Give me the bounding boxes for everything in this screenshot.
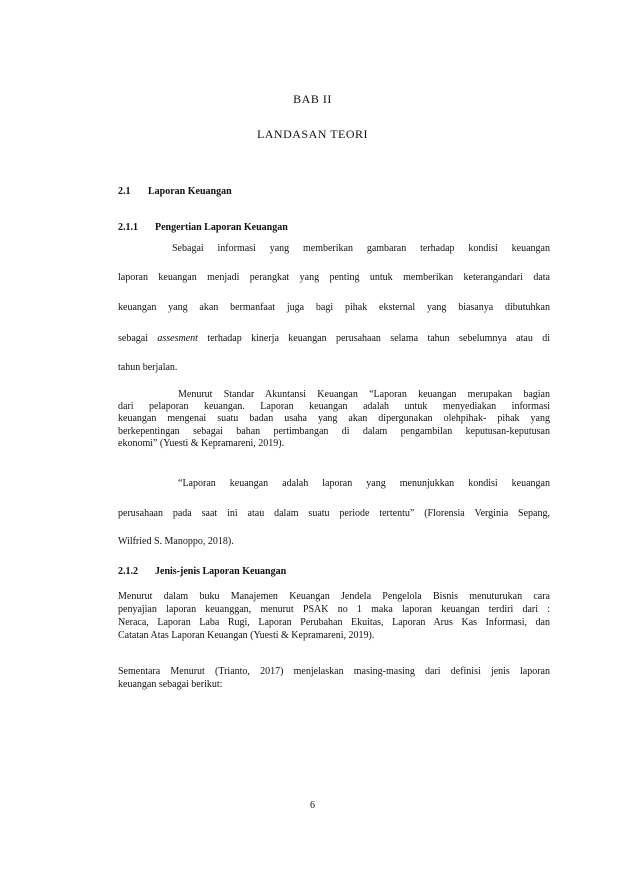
section-number: 2.1.1 — [118, 222, 138, 233]
section-title: Laporan Keuangan — [148, 186, 232, 197]
paragraph-line: keuangan sebagai berikut: — [118, 679, 223, 690]
paragraph-line: Neraca, Laporan Laba Rugi, Laporan Perubahan Ekuitas, Laporan Arus Kas Informasi, dan — [118, 617, 550, 628]
text: terhadap kinerja keuangan perusahaan selama tahun sebelumnya atau di — [197, 333, 550, 344]
paragraph-line: berkepentingan sebagai bahan pertimbangan di dalam pengambilan keputusan-keputusan — [118, 426, 550, 437]
paragraph-line: tahun berjalan. — [118, 362, 178, 373]
chapter-label: BAB II — [293, 92, 332, 106]
chapter-title: LANDASAN TEORI — [256, 127, 369, 141]
paragraph-line: perusahaan pada saat ini atau dalam suatu periode tertentu” (Florensia Verginia Sepang, — [118, 508, 550, 519]
paragraph-line: Menurut dalam buku Manajemen Keuangan Jendela Pengelola Bisnis menuturukan cara — [118, 591, 550, 602]
section-title: Jenis-jenis Laporan Keuangan — [155, 566, 287, 577]
paragraph-line: Wilfried S. Manoppo, 2018). — [118, 536, 234, 547]
italic-term: assesment — [157, 333, 198, 344]
paragraph-line — [118, 333, 550, 345]
paragraph-line: “Laporan keuangan adalah laporan yang menunjukkan kondisi keuangan — [178, 478, 550, 489]
section-title: Pengertian Laporan Keuangan — [155, 222, 288, 233]
paragraph-line: keuangan mengenai suatu badan usaha yang akan dipergunakan olehpihak- pihak yang — [118, 413, 550, 424]
paragraph-line: dari pelaporan keuangan. Laporan keuangan adalah untuk menyediakan informasi — [118, 401, 550, 412]
page-number: 6 — [310, 800, 315, 811]
paragraph-line: penyajian laporan keuanggan, menurut PSAK no 1 maka laporan keuangan terdiri dari : — [118, 604, 550, 615]
section-number: 2.1.2 — [118, 566, 138, 577]
paragraph-line: Menurut Standar Akuntansi Keuangan “Laporan keuangan merupakan bagian — [178, 389, 550, 400]
paragraph-line: laporan keuangan menjadi perangkat yang penting untuk memberikan keterangandari data — [118, 272, 550, 283]
paragraph-line: Sebagai informasi yang memberikan gambaran terhadap kondisi keuangan — [172, 243, 550, 254]
paragraph-line: Sementara Menurut (Trianto, 2017) menjelaskan masing-masing dari definisi jenis laporan — [118, 666, 550, 677]
section-number: 2.1 — [118, 186, 131, 197]
paragraph-line: keuangan yang akan bermanfaat juga bagi pihak eksternal yang biasanya dibutuhkan — [118, 302, 550, 313]
paragraph-line: ekonomi” (Yuesti & Kepramareni, 2019). — [118, 438, 285, 449]
paragraph-line: Catatan Atas Laporan Keuangan (Yuesti & Kepramareni, 2019). — [118, 630, 375, 641]
text: sebagai — [118, 333, 158, 344]
